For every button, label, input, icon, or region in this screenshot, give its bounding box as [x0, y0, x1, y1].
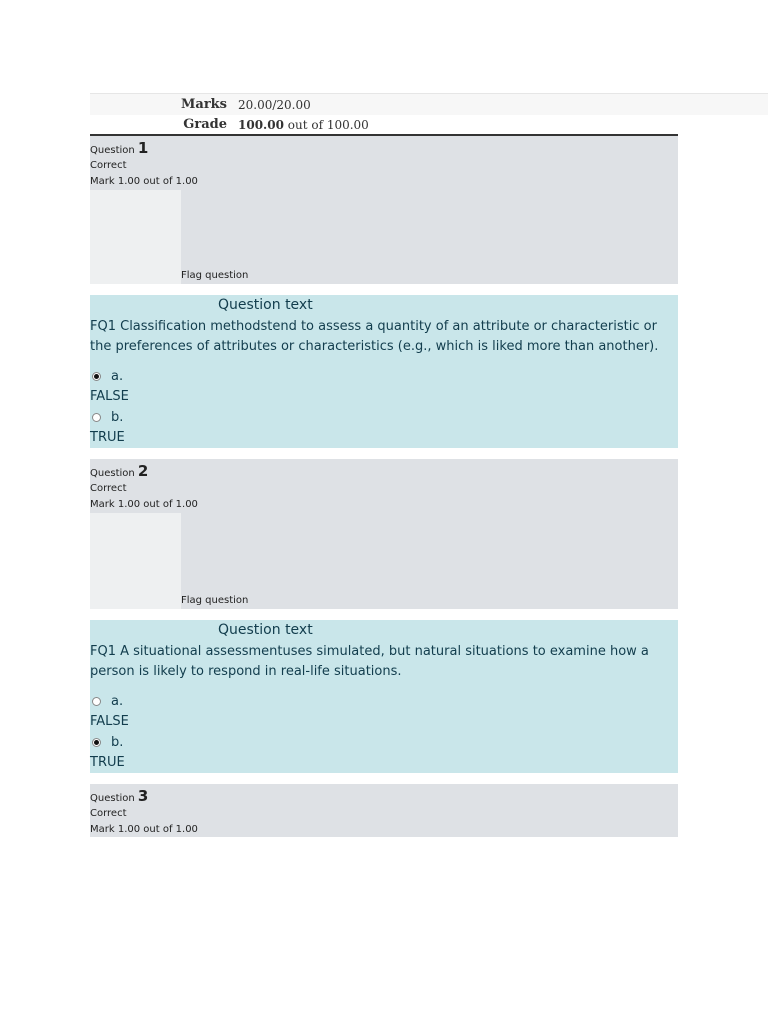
question-1-text: FQ1 Classification methodstend to assess a quantity of an attribute or characteristic or the preferences of attributes or characteristics (e.g., which is liked more than another).: [90, 319, 659, 354]
question-3-number: Question 3: [90, 787, 149, 805]
question-1-number: Question 1: [90, 139, 149, 157]
question-2-text-box: [90, 620, 678, 773]
question-1-option-b[interactable]: [90, 410, 123, 425]
question-2-text: FQ1 A situational assessmentuses simulated, but natural situations to examine how a person is likely to respond in real-life situations.: [90, 644, 649, 679]
quiz-summary: [90, 93, 768, 136]
question-3-mark: Mark 1.00 out of 1.00: [90, 824, 198, 835]
question-1-flag-link[interactable]: Flag question: [181, 270, 249, 281]
marks-value: 20.00/20.00: [238, 97, 311, 112]
grade-row: [90, 115, 678, 136]
option-letter: a.: [111, 369, 124, 384]
radio-checked-icon[interactable]: [92, 738, 101, 747]
question-2-info: [90, 459, 678, 609]
question-1-option-a-answer: FALSE: [90, 389, 129, 404]
radio-unchecked-icon[interactable]: [92, 697, 101, 706]
question-2-number: Question 2: [90, 462, 149, 480]
radio-unchecked-icon[interactable]: [92, 413, 101, 422]
marks-label: Marks: [181, 97, 227, 112]
grade-out-of: out of 100.00: [283, 117, 369, 132]
option-letter: b.: [111, 735, 124, 750]
marks-row: [90, 93, 768, 115]
question-1-status: Correct: [90, 160, 127, 171]
question-2-text-title: Question text: [218, 622, 313, 638]
question-3-info: [90, 784, 678, 837]
question-2-flag-icon[interactable]: [90, 513, 181, 609]
grade-value: [235, 118, 369, 132]
question-2-option-b-answer: TRUE: [90, 755, 125, 770]
question-2-option-a-answer: FALSE: [90, 714, 129, 729]
question-1-info: [90, 136, 678, 284]
option-letter: a.: [111, 694, 124, 709]
grade-label: Grade: [183, 117, 227, 132]
question-3-status: Correct: [90, 808, 127, 819]
question-1-option-a[interactable]: [90, 369, 123, 384]
option-letter: b.: [111, 410, 124, 425]
question-1-text-box: [90, 295, 678, 448]
question-2-status: Correct: [90, 483, 127, 494]
question-1-flag-icon[interactable]: [90, 190, 181, 284]
question-2-mark: Mark 1.00 out of 1.00: [90, 499, 198, 510]
grade-score: 100.00: [238, 117, 284, 132]
question-1-text-title: Question text: [218, 297, 313, 313]
question-2-option-b[interactable]: [90, 735, 123, 750]
radio-checked-icon[interactable]: [92, 372, 101, 381]
question-2-flag-link[interactable]: Flag question: [181, 595, 249, 606]
question-1-option-b-answer: TRUE: [90, 430, 125, 445]
question-2-option-a[interactable]: [90, 694, 123, 709]
question-1-mark: Mark 1.00 out of 1.00: [90, 176, 198, 187]
